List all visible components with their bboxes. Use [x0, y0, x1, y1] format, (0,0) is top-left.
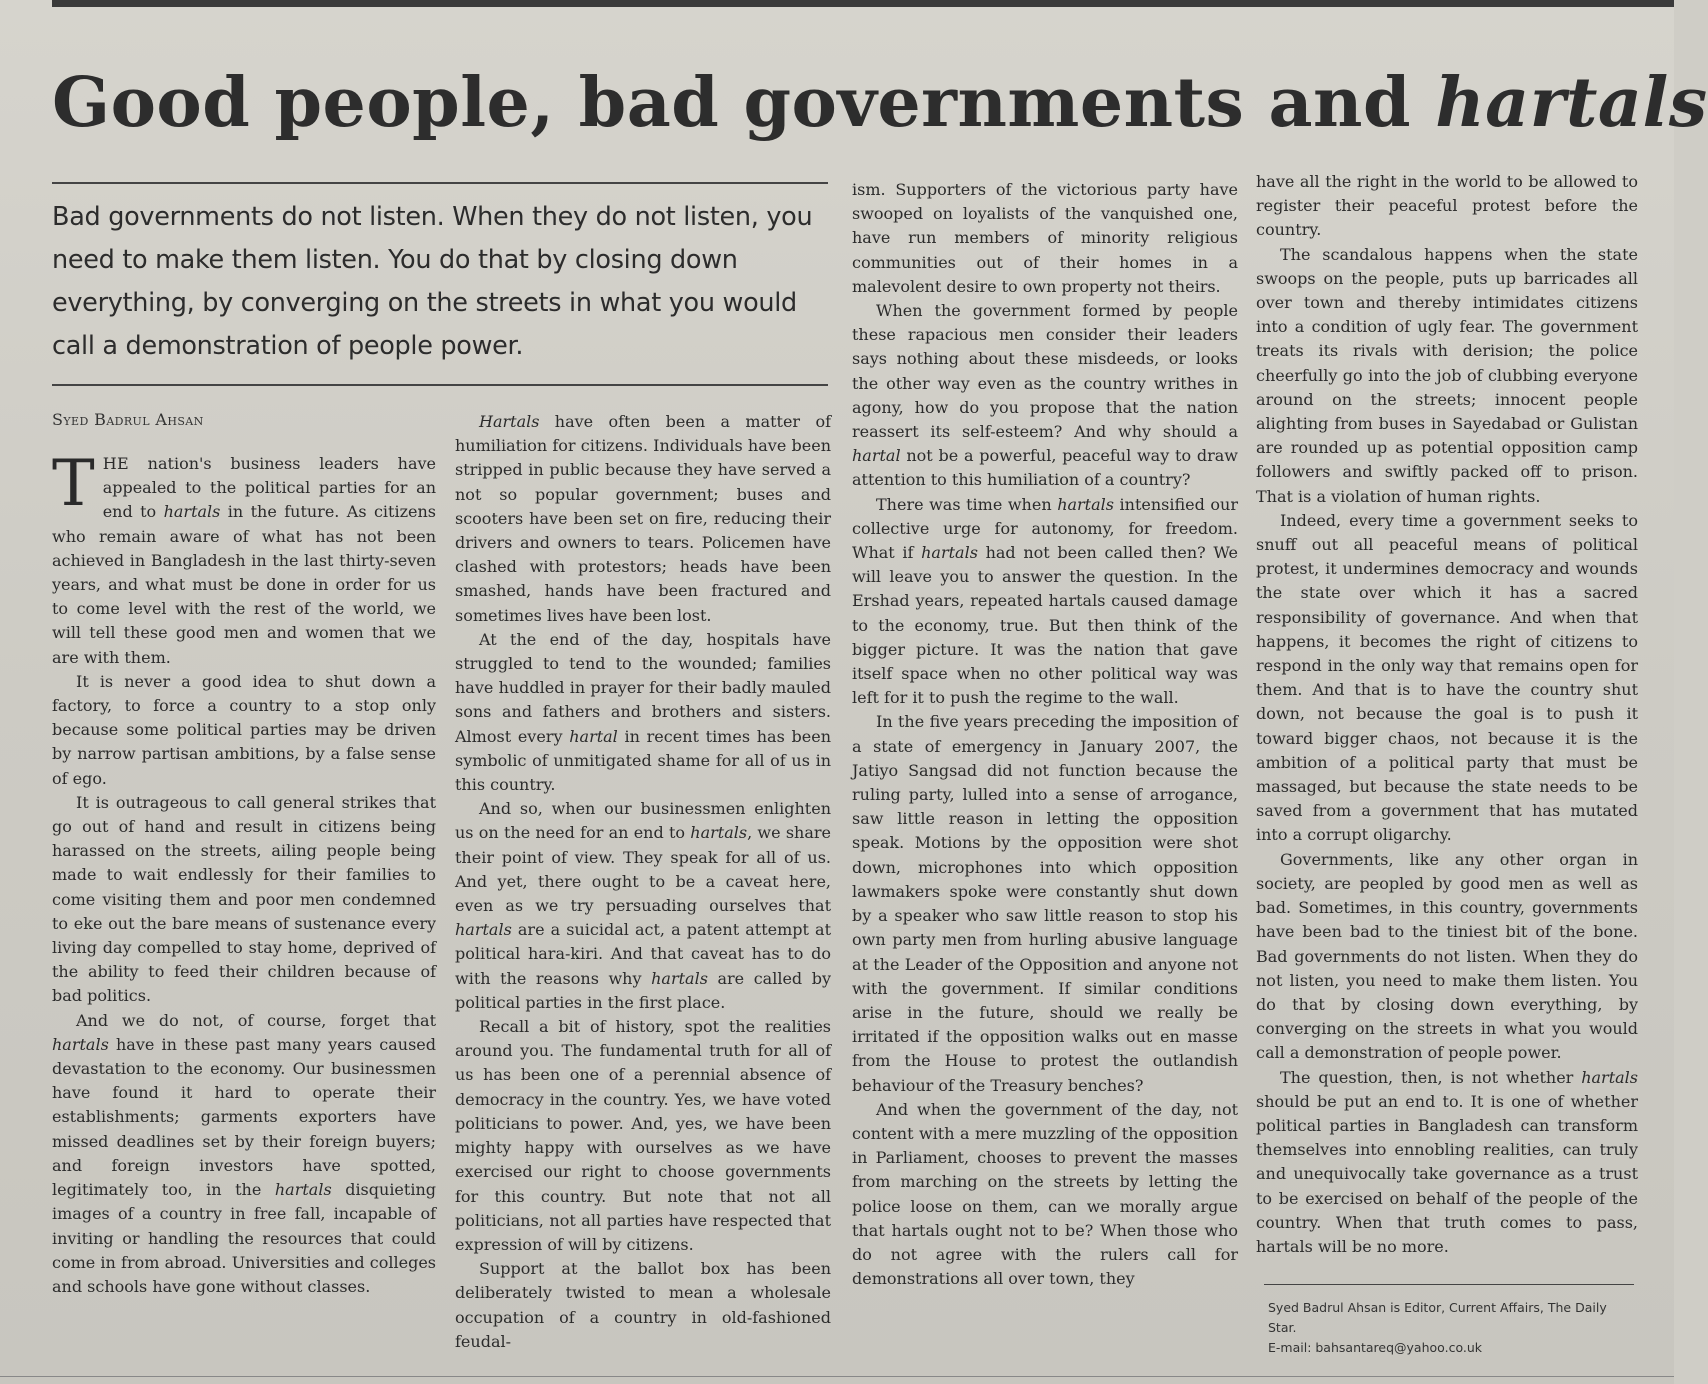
text-run: not be a powerful, peaceful way to draw attention to this humiliation of a country? — [852, 446, 1238, 490]
text-run: nation's business leaders have appealed to the political parties for an end to — [102, 454, 436, 522]
col2-para-1 — [455, 410, 831, 628]
deck-text: Bad governments do not listen. When they do not listen, you need to make them listen. You do that by closing down everything, by converging on the streets in what you would call a demonstration of people power. — [52, 202, 813, 361]
italic-run: hartal — [852, 446, 901, 466]
column-3 — [852, 0, 1238, 1350]
text-run: disquieting images of a country in free fall, incapable of inviting or handling the resources that could come in from abroad. Universities and colleges and schools have gone without classes. — [52, 1180, 436, 1296]
text-run: At the end of the day, hospitals have struggled to tend to the wounded; families have huddled in prayer for their badly mauled sons and fathers and brothers and sisters. Almost every — [455, 629, 831, 746]
text-run: And so, when our businessmen enlighten us on the need for an end to — [455, 799, 831, 843]
italic-run: hartals — [455, 920, 512, 940]
headline-main: Good people, bad governments and — [52, 63, 1436, 143]
italic-run: hartals — [1057, 494, 1114, 514]
col1-para-3: It is outrageous to call general strikes that go out of hand and result in citizens being harassed on the streets, ailing people being made to wait endlessly for their families to come visiting them and poor men condemned to eke out the bare means of sustenance every living day compelled to stay home, deprived of the ability to feed their children because of bad politics. — [52, 792, 436, 1006]
col4-para-2: The scandalous happens when the state swoops on the people, puts up barricades all over town and thereby intimidates citizens into a condition of ugly fear. The government treats its rivals with derision; the police cheerfully go into the job of clubbing everyone around on the streets; innocent people alighting from buses in Sayedabad or Gulistan are rounded up as potential opposition camp followers and swiftly packed off to prison. That is a violation of human rights. — [1256, 244, 1638, 506]
col4-para-4: Governments, like any other organ in society, are peopled by good men as well as bad. Sometimes, in this country, governments have been bad to the tiniest bit of the bone. Bad governments do not listen. When they do not listen, you need to make them listen. You do that by closing down everything, by converging on the streets in what you would call a demonstration of people power. — [1256, 849, 1638, 1063]
col4-para-3: Indeed, every time a government seeks to snuff out all peaceful means of political protest, it undermines democracy and wounds the state over which it has a sacred responsibility of governance. And when that happens, it becomes the right of citizens to respond in the only way that remains open for them. And that is to have the country shut down, not because the goal is to push it toward bigger chaos, not because it is the ambition of a political party that must be massaged, but because the state needs to be saved from a government that has mutated into a corrupt oligarchy. — [1256, 510, 1638, 845]
text-run: The question, then, is not whether — [1280, 1067, 1582, 1087]
italic-run: hartals — [690, 823, 748, 843]
col4-para-1: have all the right in the world to be allowed to register their peaceful protest before the country. — [1256, 172, 1638, 240]
column-1 — [52, 0, 436, 1340]
col1-para-2: It is never a good idea to shut down a factory, to force a country to a stop only because some political parties may be driven by narrow partisan ambitions, by a false sense of ego. — [52, 671, 436, 788]
italic-run: Hartals — [479, 412, 540, 431]
text-run: in recent times has been symbolic of unmitigated shame for all of us in this country. — [455, 726, 832, 795]
bio-line-1: Syed Badrul Ahsan is Editor, Current Affairs, The Daily Star. — [1268, 1300, 1607, 1335]
col2-para-5: Support at the ballot box has been deliberately twisted to mean a wholesale occupation of a country in old-fashioned feudal- — [455, 1259, 831, 1351]
col3-para-1: ism. Supporters of the victorious party have swooped on loyalists of the vanquished one, have run members of minority religious communities out of their homes in a malevolent desire to own property not theirs. — [852, 180, 1238, 296]
bio-rule — [1264, 1284, 1634, 1285]
bottom-rule — [0, 1376, 1674, 1377]
text-run: There was time when — [876, 494, 1058, 514]
text-run: in the future. As citizens who remain aware of what has not been achieved in Bangladesh in the last thirty-seven years, and what must be done in order for us to come level with the rest of the world, we will tell these good men and women that we are with them. — [52, 502, 436, 667]
col4-para-5 — [1256, 1066, 1638, 1260]
italic-run: hartals — [163, 502, 221, 522]
col1-para-1 — [52, 447, 436, 670]
col3-para-2 — [852, 299, 1238, 493]
col3-para-4: In the five years preceding the imposition of a state of emergency in January 2007, the Jatiyo Sangsad did not function because the ruling party, lulled into a sense of arrogance, saw little reason in letting the opposition speak. Motions by the opposition were shot down, microphones into which opposition lawmakers spoke were constantly shut down by a speaker who saw little reason to stop his own party men from hurling abusive language at the Leader of the Opposition and anyone not with the government. If similar conditions arise in the future, should we really be irritated if the opposition walks out en masse from the House to protest the outlandish behaviour of the Treasury benches? — [852, 712, 1238, 1095]
col2-para-2 — [455, 628, 831, 797]
text-run: , we share their point of view. They speak for all of us. And yet, there ought to be a caveat here, even as we try persuading ourselves that — [455, 823, 832, 916]
text-run: had not been called then? We will leave you to answer the question. In the Ershad years, repeated hartals caused damage to the economy, true. But then think of the bigger picture. It was the nation that gave itself space when no other political way was left for it to push the regime to the wall. — [852, 543, 1239, 708]
text-run: intensified our collective urge for autonomy, for freedom. What if — [852, 494, 1239, 563]
headline-italic: hartals — [1435, 63, 1708, 143]
text-run: And we do not, of course, forget that — [76, 1010, 436, 1030]
col2-para-3 — [455, 797, 831, 1015]
column-2 — [455, 0, 831, 1350]
text-run: have in these past many years caused devastation to the economy. Our businessmen have found it hard to operate their establishments; garments exporters have missed deadlines set by their foreign buyers; and foreign investors have spotted, legitimately too, in the — [52, 1034, 436, 1200]
text-run: are a suicidal act, a patent attempt at political hara-kiri. And that caveat has to do with the reasons why — [455, 920, 831, 988]
italic-run: hartals — [921, 543, 978, 563]
text-run: have often been a matter of humiliation for citizens. Individuals have been stripped in public because they have served a not so popular government; buses and scooters have been set on fire, reducing their drivers and owners to tears. Policemen have clashed with protestors; heads have been smashed, hands have been fractured and sometimes lives have been lost. — [455, 412, 831, 625]
italic-run: hartals — [1581, 1067, 1638, 1087]
drop-cap: T — [52, 447, 95, 521]
text-run: should be put an end to. It is one of whether political parties in Bangladesh can transform themselves into ennobling realities, can truly and unequivocally take governance as a trust to be exercised on behalf of the people of the country. When that truth comes to pass, hartals will be no more. — [1256, 1091, 1638, 1256]
italic-run: hartal — [569, 726, 618, 746]
italic-run: hartals — [52, 1034, 109, 1054]
byline: Syed Badrul Ahsan — [52, 410, 204, 429]
col2-para-4: Recall a bit of history, spot the realities around you. The fundamental truth for all of us has been one of a perennial absence of democracy in the country. Yes, we have voted politicians to power. And, yes, we have been mighty happy with ourselves as we have exercised our right to choose governments for this country. But note that not all politicians, not all parties have respected that expression of will by citizens. — [455, 1017, 831, 1254]
author-bio — [1268, 1298, 1628, 1358]
text-run: are called by political parties in the first place. — [455, 968, 832, 1012]
column-4 — [1256, 0, 1638, 1292]
col1-para-4 — [52, 1009, 436, 1299]
italic-run: hartals — [651, 968, 708, 988]
italic-run: hartals — [274, 1180, 332, 1200]
col3-para-3 — [852, 493, 1238, 711]
text-run: When the government formed by people these rapacious men consider their leaders says nothing about these misdeeds, or looks the other way even as the country writhes in agony, how do you propose that the nation reassert its self-esteem? And why should a — [852, 301, 1238, 442]
lead-caps: HE — [102, 454, 129, 473]
bio-email: E-mail: bahsantareq@yahoo.co.uk — [1268, 1340, 1483, 1355]
col3-para-5: And when the government of the day, not content with a mere muzzling of the opposition in Parliament, chooses to prevent the masses from marching on the streets by letting the police loose on them, can we morally argue that hartals ought not to be? When those who do not agree with the rulers call for demonstrations all over town, they — [852, 1099, 1238, 1289]
